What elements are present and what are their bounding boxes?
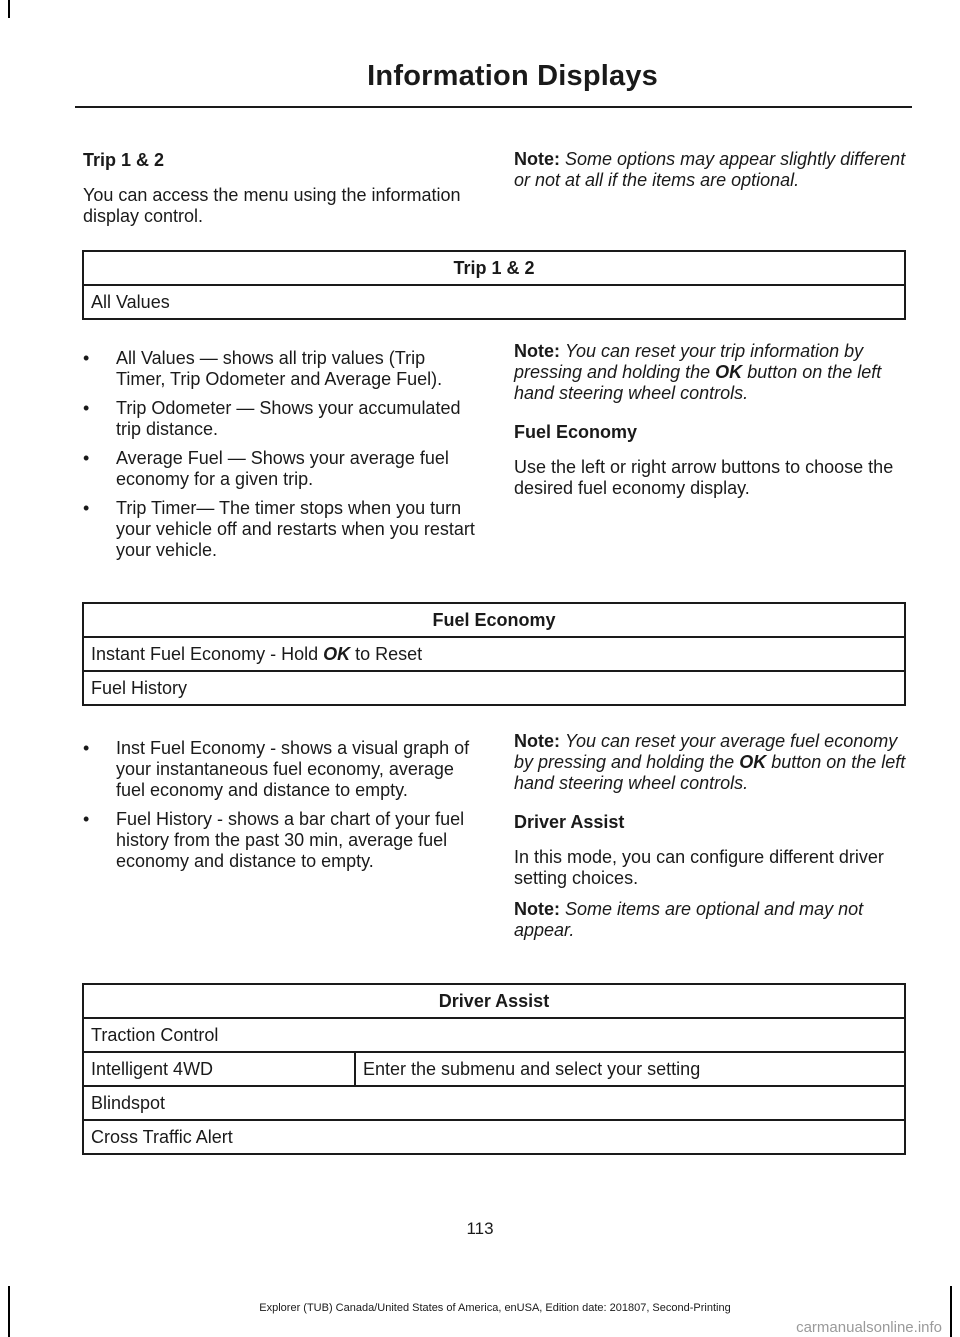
note-label: Note: [514, 341, 560, 361]
fuel-intro: Use the left or right arrow buttons to choose the desired fuel economy display. [514, 457, 894, 498]
bullet-text: All Values — shows all trip values (Trip Timer, Trip Odometer and Average Fuel). [116, 348, 443, 389]
bullet-icon: • [83, 738, 90, 758]
bullet-icon: • [83, 348, 90, 368]
fuel-heading: Fuel Economy [514, 422, 638, 442]
driver-table-row-cross-traffic: Cross Traffic Alert [83, 1120, 905, 1154]
ok-button-ref: OK [715, 362, 743, 382]
bullet-text: Trip Timer— The timer stops when you turn your vehicle off and restarts when you restart your vehicle. [116, 498, 475, 560]
ok-button-ref: OK [739, 752, 767, 772]
trip-reset-and-fuel-block [514, 341, 909, 499]
list-item [83, 498, 478, 561]
trip-table [82, 250, 906, 320]
trip-table-header: Trip 1 & 2 [83, 251, 905, 285]
ok-button-ref: OK [323, 643, 351, 664]
note-label: Note: [514, 149, 560, 169]
note-text-before: You can reset your trip information by pressing and holding the [514, 341, 864, 382]
footer-edition-text: Explorer (TUB) Canada/United States of America, enUSA, Edition date: 201807, Second-Printing [259, 1302, 731, 1314]
driver-table-row-4wd-desc: Enter the submenu and select your setting [355, 1052, 905, 1086]
driver-table-row-traction: Traction Control [83, 1018, 905, 1052]
bullet-icon: • [83, 809, 90, 829]
note-text: Some items are optional and may not appear. [514, 899, 864, 940]
fuel-note-driver-block [514, 731, 909, 941]
trip-note [514, 149, 909, 191]
fuel-table-header: Fuel Economy [83, 603, 905, 637]
list-item [83, 398, 478, 440]
bullet-icon: • [83, 498, 90, 518]
trip-bullets-block [83, 348, 478, 569]
fuel-reset-note [514, 731, 909, 794]
fuel-table-row-instant [83, 637, 905, 671]
bullet-text: Fuel History - shows a bar chart of your fuel history from the past 30 min, average fuel economy and distance to empty. [116, 809, 465, 871]
trip-table-row-all-values: All Values [83, 285, 905, 319]
bullet-text: Inst Fuel Economy - shows a visual graph of your instantaneous fuel economy, average fuel economy and distance to empty. [116, 738, 470, 800]
bullet-icon: • [83, 448, 90, 468]
trip-heading: Trip 1 & 2 [83, 150, 165, 170]
note-label: Note: [514, 731, 560, 751]
driver-table-row-4wd-label: Intelligent 4WD [83, 1052, 355, 1086]
driver-table-row-blindspot: Blindspot [83, 1086, 905, 1120]
note-text-after: button on the left hand steering wheel controls. [514, 362, 882, 403]
driver-table [82, 983, 906, 1155]
trip-reset-note [514, 341, 909, 404]
list-item [83, 738, 478, 801]
driver-note [514, 899, 909, 941]
note-text-before: You can reset your average fuel economy by pressing and holding the [514, 731, 898, 772]
bullet-text: Average Fuel — Shows your average fuel economy for a given trip. [116, 448, 449, 489]
fuel-table-row-history: Fuel History [83, 671, 905, 705]
list-item [83, 348, 478, 390]
crop-mark-top-left [8, 0, 10, 18]
driver-heading: Driver Assist [514, 812, 625, 832]
driver-table-header: Driver Assist [83, 984, 905, 1018]
bullet-text: Trip Odometer — Shows your accumulated trip distance. [116, 398, 461, 439]
list-item [83, 448, 478, 490]
page-number: 113 [466, 1219, 494, 1238]
bullet-icon: • [83, 398, 90, 418]
row-text-after: to Reset [355, 643, 423, 664]
note-label: Note: [514, 899, 560, 919]
trip-intro: You can access the menu using the information display control. [83, 185, 461, 226]
fuel-bullets-block [83, 738, 478, 880]
page-title: Information Displays [367, 60, 658, 92]
watermark: carmanualsonline.info [796, 1319, 942, 1336]
fuel-table [82, 602, 906, 706]
trip-intro-block [83, 150, 478, 227]
header-divider [75, 106, 912, 108]
row-text-before: Instant Fuel Economy - Hold [91, 643, 319, 664]
list-item [83, 809, 478, 872]
fuel-bullet-list [83, 738, 478, 872]
note-text: Some options may appear slightly different or not at all if the items are optional. [514, 149, 906, 190]
note-text-after: button on the left hand steering wheel controls. [514, 752, 906, 793]
trip-bullet-list [83, 348, 478, 561]
driver-intro: In this mode, you can configure different driver setting choices. [514, 847, 884, 888]
trip-note-block [514, 149, 909, 191]
